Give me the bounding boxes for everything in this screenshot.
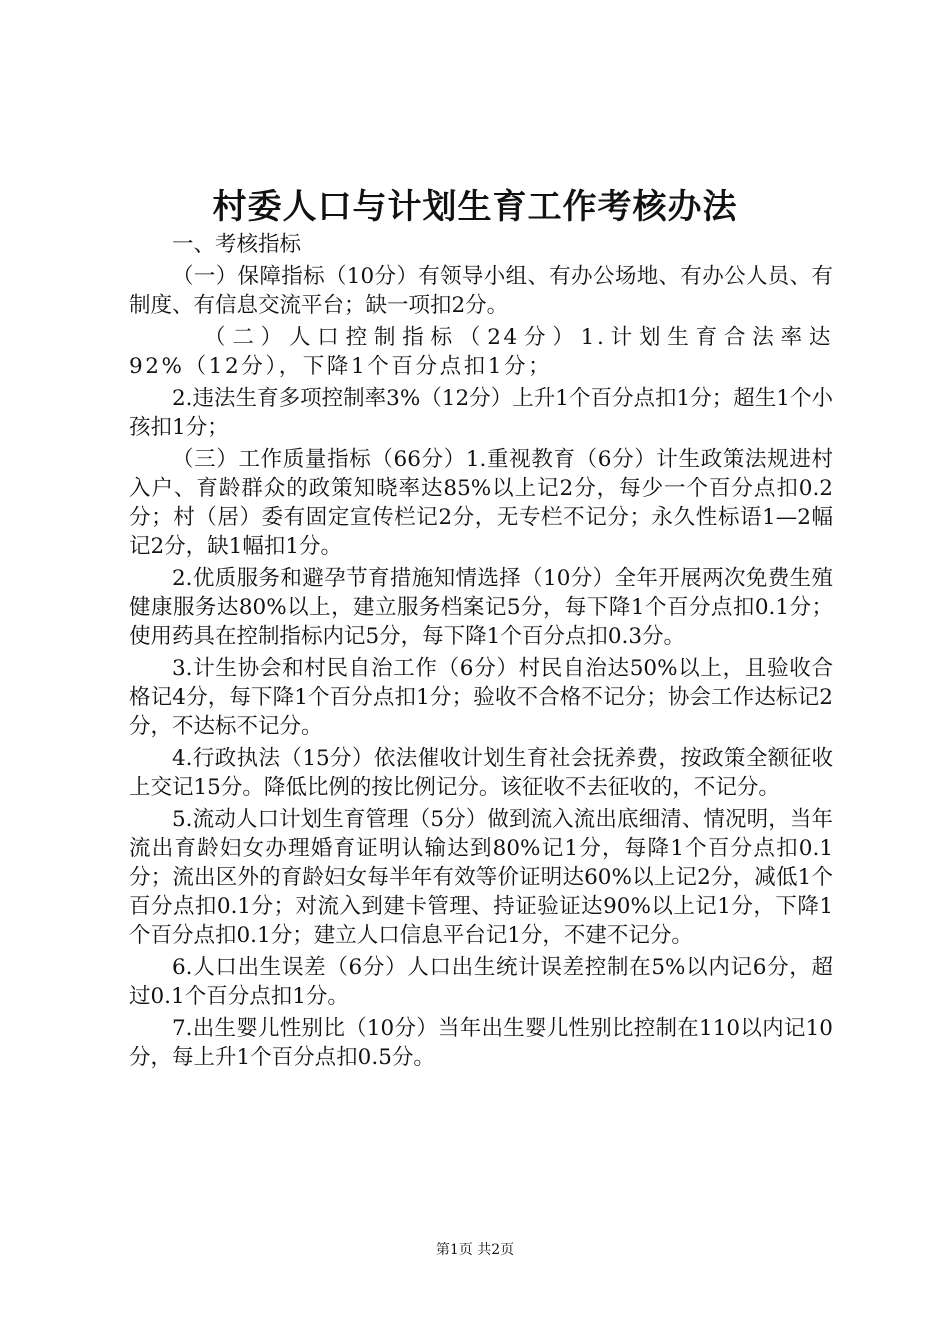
paragraph-illegal-birth-control: 2.违法生育多项控制率3%（12分）上升1个百分点扣1分；超生1个小孩扣1分； (129, 386, 833, 440)
paragraph-family-planning-association: 3.计生协会和村民自治工作（6分）村民自治达50%以上，且验收合格记4分，每下降1个百分点扣1分；验收不合格不记分；协会工作达标记2分，不达标不记分。 (129, 656, 833, 739)
section-heading: 一、考核指标 (172, 232, 302, 257)
paragraph-population-control: （二）人口控制指标（24分）1.计划生育合法率达92%（12分），下降1个百分点扣1分； (129, 325, 833, 379)
paragraph-guarantee-indicator: （一）保障指标（10分）有领导小组、有办公场地、有办公人员、有制度、有信息交流平台；缺一项扣2分。 (129, 264, 833, 318)
paragraph-quality-service: 2.优质服务和避孕节育措施知情选择（10分）全年开展两次免费生殖健康服务达80%以上，建立服务档案记5分，每下降1个百分点扣0.1分；使用药具在控制指标内记5分，每下降1个百分点扣0.3分。 (129, 566, 833, 649)
page-footer: 第1页 共2页 (435, 1242, 515, 1258)
paragraph-floating-population: 5.流动人口计划生育管理（5分）做到流入流出底细清、情况明，当年流出育龄妇女办理婚育证明认输达到80%记1分，每降1个百分点扣0.1分；流出区外的育龄妇女每半年有效等价证明达60%以上记2分，减低1个百分点扣0.1分；对流入到建卡管理、持证验证达90%以上记1分，下降1个百分点扣0.1分；建立人口信息平台记1分，不建不记分。 (129, 807, 833, 948)
paragraph-work-quality: （三）工作质量指标（66分）1.重视教育（6分）计生政策法规进村入户、育龄群众的政策知晓率达85%以上记2分，每少一个百分点扣0.2分；村（居）委有固定宣传栏记2分，无专栏不记分；永久性标语1—2幅记2分，缺1幅扣1分。 (129, 447, 833, 559)
document-body (129, 230, 833, 1072)
document-title: 村委人口与计划生育工作考核办法 (212, 187, 738, 227)
paragraph-sex-ratio-at-birth: 7.出生婴儿性别比（10分）当年出生婴儿性别比控制在110以内记10分，每上升1个百分点扣0.5分。 (129, 1016, 833, 1070)
paragraph-administrative-enforcement: 4.行政执法（15分）依法催收计划生育社会抚养费，按政策全额征收上交记15分。降低比例的按比例记分。该征收不去征收的，不记分。 (129, 746, 833, 800)
paragraph-birth-statistics-error: 6.人口出生误差（6分）人口出生统计误差控制在5%以内记6分，超过0.1个百分点扣1分。 (129, 955, 833, 1009)
